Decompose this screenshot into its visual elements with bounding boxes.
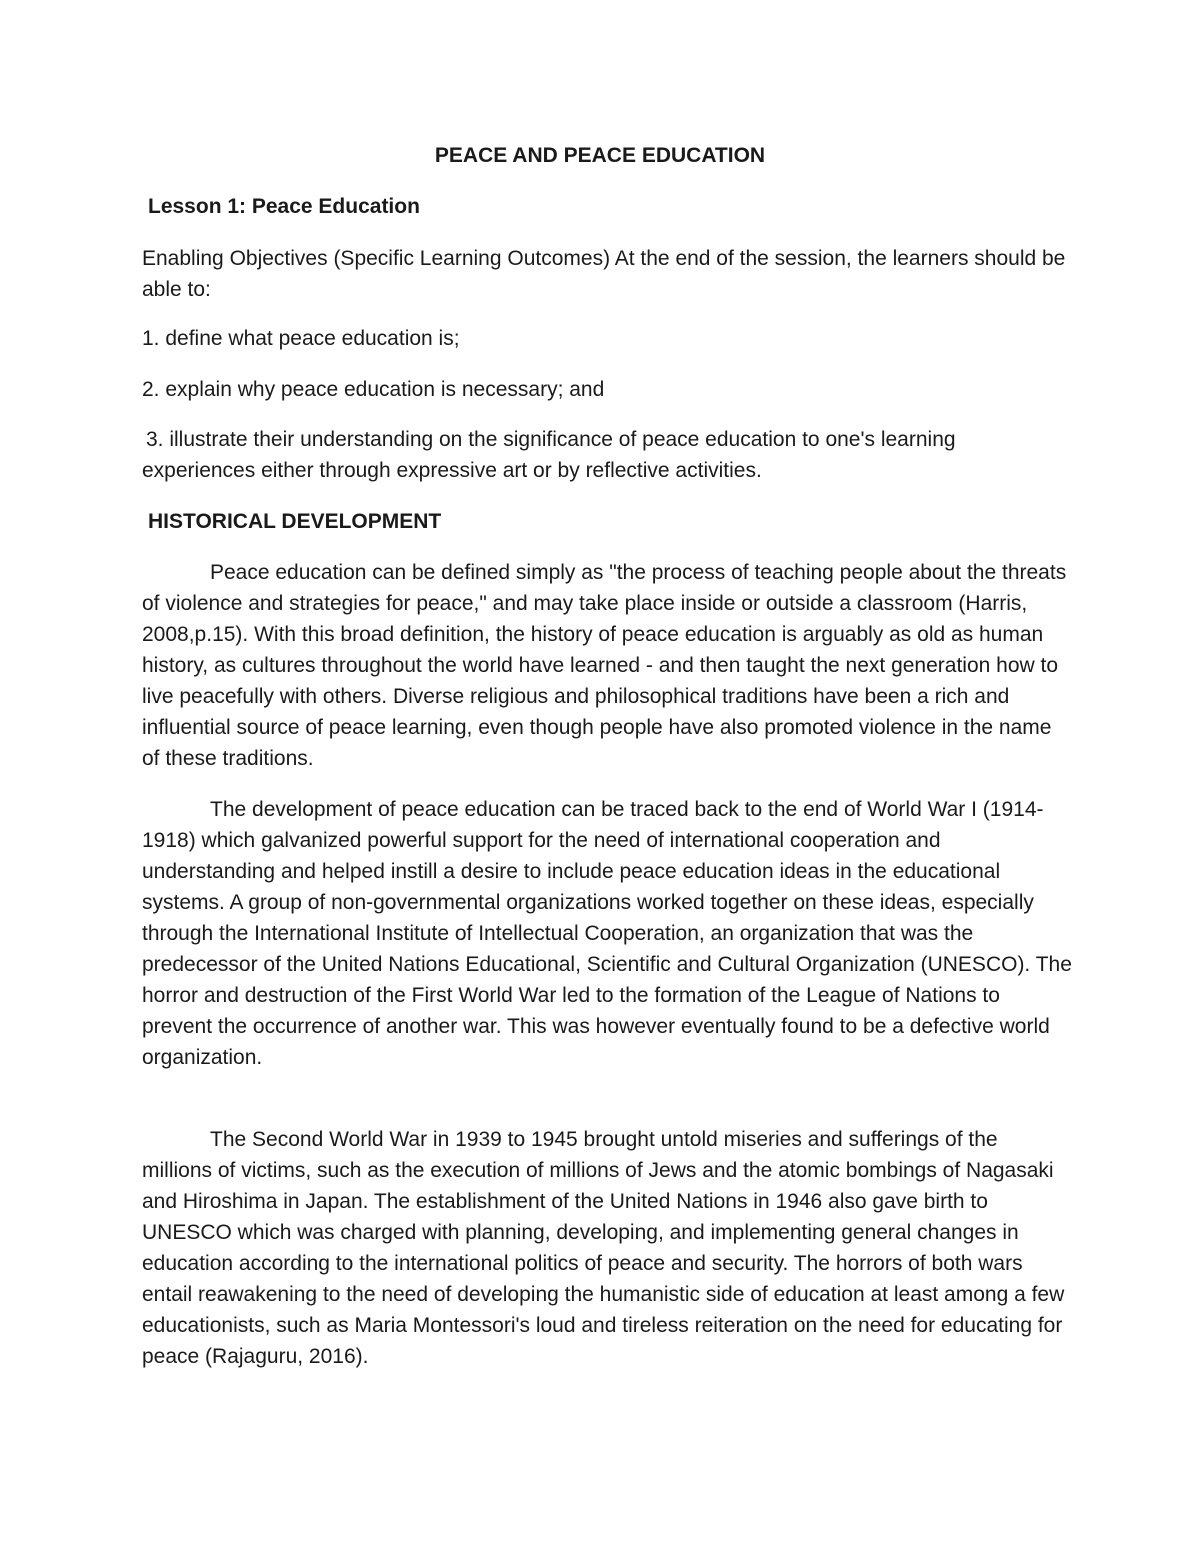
- paragraph-2: The development of peace education can be traced back to the end of World War I (1914-1918) which galvanized powerful support for the need of international cooperation and understanding and helped instill a desire to include peace education ideas in the educational systems. A group of non-governmental organizations worked together on these ideas, especially through the International Institute of Intellectual Cooperation, an organization that was the predecessor of the United Nations Educational, Scientific and Cultural Organization (UNESCO). The horror and destruction of the First World War led to the formation of the League of Nations to prevent the occurrence of another war. This was however eventually found to be a defective world organization.: [142, 798, 1072, 1069]
- objective-item-3: [142, 424, 1072, 486]
- section-heading-historical-development: HISTORICAL DEVELOPMENT: [148, 510, 442, 533]
- objective-item-2: 2. explain why peace education is necessary; and: [142, 378, 605, 401]
- objective-item-3-text: 3. illustrate their understanding on the significance of peace education to one's learning experiences either through expressive art or by reflective activities.: [142, 428, 956, 482]
- document-title: PEACE AND PEACE EDUCATION: [434, 144, 766, 167]
- paragraph-1: Peace education can be defined simply as "the process of teaching people about the threats of violence and strategies for peace," and may take place inside or outside a classroom (Harris, 2008,p.15). With this broad definition, the history of peace education is arguably as old as human history, as cultures throughout the world have learned - and then taught the next generation how to live peacefully with others. Diverse religious and philosophical traditions have been a rich and influential source of peace learning, even though people have also promoted violence in the name of these traditions.: [142, 561, 1067, 770]
- objective-item-1: 1. define what peace education is;: [142, 327, 460, 350]
- lesson-heading: Lesson 1: Peace Education: [148, 195, 420, 218]
- paragraph-3: The Second World War in 1939 to 1945 brought untold miseries and sufferings of the millions of victims, such as the execution of millions of Jews and the atomic bombings of Nagasaki and Hiroshima in Japan. The establishment of the United Nations in 1946 also gave birth to UNESCO which was charged with planning, developing, and implementing general changes in education according to the international politics of peace and security. The horrors of both wars entail reawakening to the need of developing the humanistic side of education at least among a few educationists, such as Maria Montessori's loud and tireless reiteration on the need for educating for peace (Rajaguru, 2016).: [142, 1128, 1065, 1368]
- objectives-intro: Enabling Objectives (Specific Learning Outcomes) At the end of the session, the learners should be able to:: [142, 247, 1066, 301]
